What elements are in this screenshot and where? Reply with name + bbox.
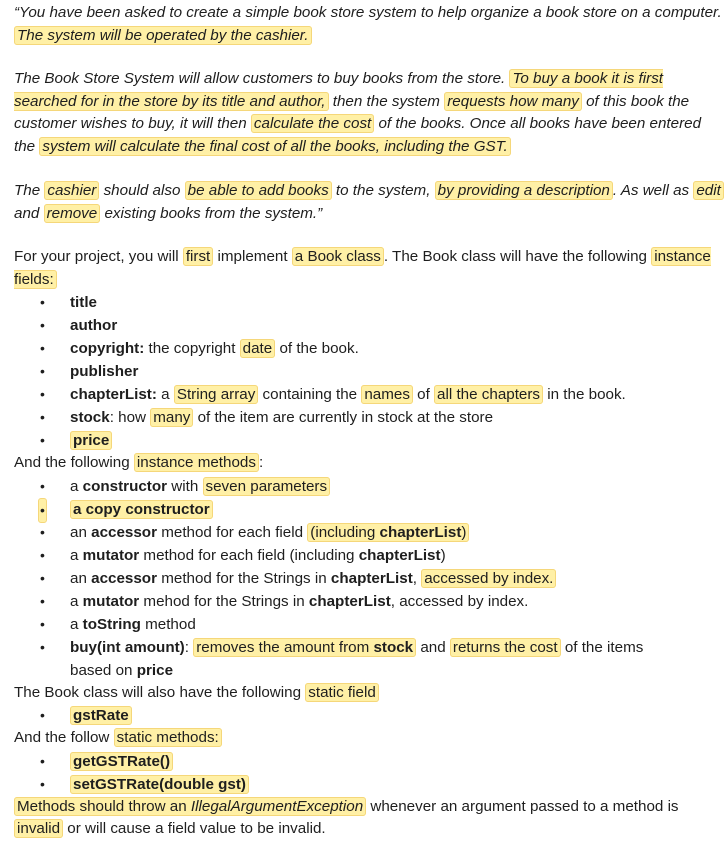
highlight: static methods: xyxy=(114,728,222,747)
bullet-icon: • xyxy=(40,363,45,379)
quote-paragraph-1: “You have been asked to create a simple book store system to help organize a book store on a computer. The system will be operated by the cashier. xyxy=(14,4,722,44)
bullet-icon: • xyxy=(38,498,47,523)
instance-fields-list xyxy=(14,291,724,452)
static-field-intro: The Book class will also have the following static field xyxy=(14,682,724,705)
highlight: invalid xyxy=(14,819,63,838)
static-methods-list xyxy=(14,750,724,796)
list-item xyxy=(14,704,724,727)
highlight: names xyxy=(361,385,413,404)
highlight: calculate the cost xyxy=(251,114,374,133)
list-item: • a mutator mehod for the Strings in chapterList, accessed by index. xyxy=(14,590,724,613)
bullet-icon: • xyxy=(40,638,45,655)
list-item xyxy=(14,498,724,521)
bullet-icon: • xyxy=(40,707,45,723)
highlight: by providing a description xyxy=(435,181,613,200)
bullet-icon: • xyxy=(40,432,45,448)
methods-intro: And the following instance methods : xyxy=(14,454,264,471)
highlight: getGSTRate() xyxy=(70,752,173,771)
highlight: first xyxy=(183,247,213,266)
highlight: Methods should throw an IllegalArgumentException xyxy=(14,797,366,816)
highlight: requests how many xyxy=(444,92,582,111)
highlight: cashier xyxy=(44,181,99,200)
highlight: all the chapters xyxy=(434,385,543,404)
bullet-icon: • xyxy=(40,294,45,310)
list-item: • publisher xyxy=(14,360,724,383)
highlight: edit xyxy=(693,181,724,200)
quote-paragraph-3: The cashier should also be able to add books to the system, by providing a description . As well as edit and remove existing books from the system.” xyxy=(14,180,724,225)
highlight: gstRate xyxy=(70,706,132,725)
highlight: price xyxy=(70,431,112,450)
highlight: removes the amount from stock xyxy=(193,638,416,657)
bullet-icon: • xyxy=(40,477,45,494)
bullet-icon: • xyxy=(40,409,45,425)
static-methods-intro: And the follow static methods: xyxy=(14,727,724,750)
highlight: setGSTRate(double gst) xyxy=(70,775,249,794)
highlight: The system will be operated by the cashier. xyxy=(14,26,312,45)
list-item: • chapterList: a String array containing the names of all the chapters in the book. xyxy=(14,383,724,406)
highlight: accessed by index. xyxy=(421,569,556,588)
list-item: • title xyxy=(14,291,724,314)
highlight: instance methods xyxy=(134,453,259,472)
highlight: String array xyxy=(174,385,259,404)
list-item xyxy=(14,750,724,773)
instance-methods-list xyxy=(14,475,724,682)
highlight: date xyxy=(240,339,276,358)
highlight: be able to add books xyxy=(185,181,332,200)
bullet-icon: • xyxy=(40,775,45,792)
bullet-icon: • xyxy=(40,386,45,402)
list-item xyxy=(14,429,724,452)
bullet-icon: • xyxy=(40,592,45,609)
highlight: a copy constructor xyxy=(70,500,213,519)
list-item: • an accessor method for each field (including chapterList) xyxy=(14,521,724,544)
list-item xyxy=(14,773,724,796)
closing-paragraph: Methods should throw an IllegalArgumentException whenever an argument passed to a method is invalid or will cause a field value to be invalid. xyxy=(14,796,724,841)
list-item: • author xyxy=(14,314,724,337)
list-item: • a toString method xyxy=(14,613,724,636)
highlight: (including chapterList) xyxy=(307,523,469,542)
bullet-icon: • xyxy=(40,340,45,356)
bullet-icon: • xyxy=(40,615,45,632)
highlight: instance fields: xyxy=(14,248,711,288)
highlight: system will calculate the final cost of all the books, including the GST. xyxy=(39,137,510,156)
static-fields-list xyxy=(14,704,724,727)
highlight: seven parameters xyxy=(203,477,331,496)
bullet-icon: • xyxy=(40,569,45,586)
list-item: • copyright: the copyright date of the book. xyxy=(14,337,724,360)
intro-paragraph: For your project, you will first implement a Book class . The Book class will have the following instance fields: xyxy=(14,248,711,288)
highlight: many xyxy=(150,408,193,427)
bullet-icon: • xyxy=(40,523,45,540)
list-item: • a constructor with seven parameters xyxy=(14,475,724,498)
highlight: returns the cost xyxy=(450,638,561,657)
quote-paragraph-2: The Book Store System will allow customers to buy books from the store. To buy a book it is first searched for in the store by its title and author, then the system requests how many of this book the customer wishes to buy, it will then calculate the cost of the books. Once all books have been entered the system will calculate the final cost of all the books, including the GST. xyxy=(14,70,702,155)
list-item: • an accessor method for the Strings in chapterList, accessed by index. xyxy=(14,567,724,590)
list-item: • buy(int amount): removes the amount from stock and returns the cost of the items based on price xyxy=(14,636,724,682)
highlight: a Book class xyxy=(292,247,384,266)
highlight: To buy a book it is first searched for in the store by its title and author, xyxy=(14,70,664,110)
bullet-icon: • xyxy=(40,546,45,563)
highlight: remove xyxy=(44,204,101,223)
bullet-icon: • xyxy=(40,317,45,333)
list-item: • stock: how many of the item are currently in stock at the store xyxy=(14,406,724,429)
highlight: static field xyxy=(305,683,379,702)
bullet-icon: • xyxy=(40,752,45,769)
list-item: • a mutator method for each field (including chapterList) xyxy=(14,544,724,567)
